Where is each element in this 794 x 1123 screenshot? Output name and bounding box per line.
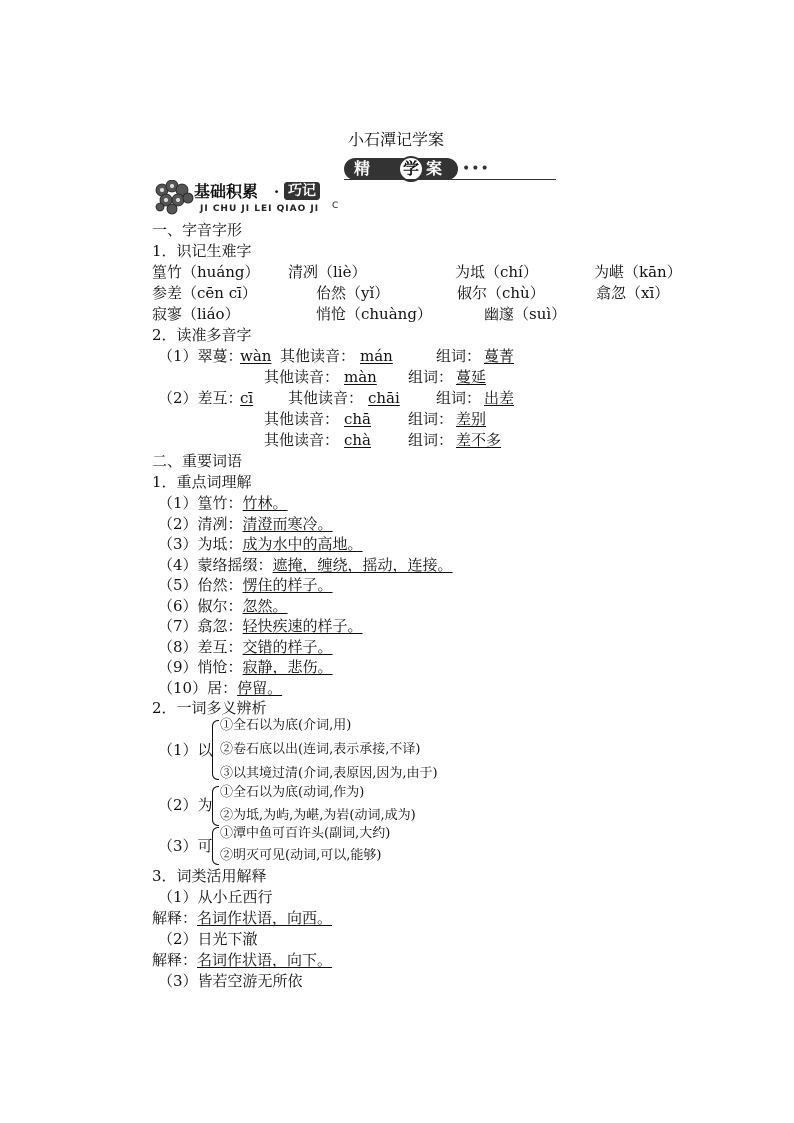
answer: 忽然。	[242, 597, 288, 615]
answer: chā	[344, 410, 372, 428]
other-label: 其他读音：	[288, 389, 364, 407]
poly-sense: ①全石以为底(介词,用)	[220, 718, 352, 733]
answer: 遮掩，缠绕，摇动，连接。	[272, 556, 453, 574]
other-label: 其他读音：	[264, 431, 340, 449]
char-item: 为嵁（kān）	[594, 263, 682, 281]
char-item: 参差（cēn cī）	[152, 284, 257, 302]
answer: 出差	[484, 389, 515, 407]
answer: 差别	[456, 410, 487, 428]
poly-label: （2）差互：	[158, 389, 243, 407]
answer: cī	[240, 389, 254, 407]
answer: chà	[344, 431, 372, 449]
answer: 清澄而寒冷。	[242, 515, 333, 533]
banner-title: 基础积累	[194, 182, 259, 201]
list-item: （8）差互：交错的样子。	[158, 638, 333, 656]
char-item: 俶尔（chù）	[457, 284, 545, 302]
brand-dots: •••	[462, 161, 490, 177]
poly-sense: ①潭中鱼可百许头(副词,大约)	[220, 826, 391, 841]
subheading: 2．读准多音字	[152, 326, 252, 344]
poly-word: （3）可	[158, 837, 213, 855]
usage-question: （2）日光下澈	[158, 930, 258, 948]
banner-sep: ·	[274, 183, 280, 201]
group-label: 组词：	[436, 389, 482, 407]
other-label: 其他读音：	[280, 347, 356, 365]
answer: 名词作状语，向下。	[197, 951, 333, 969]
answer: 成为水中的高地。	[242, 535, 363, 553]
char-item: 寂寥（liáo）	[152, 305, 240, 323]
list-item: （9）悄怆：寂静，悲伤。	[158, 658, 333, 676]
answer: 寂静，悲伤。	[242, 658, 333, 676]
answer: mán	[360, 347, 393, 365]
usage-question: （3）皆若空游无所依	[158, 972, 303, 990]
subheading: 1．重点词理解	[152, 473, 252, 491]
other-label: 其他读音：	[264, 368, 340, 386]
usage-answer: 解释：名词作状语，向下。	[152, 951, 333, 969]
poly-sense: ②明灭可见(动词,可以,能够)	[220, 848, 382, 863]
list-item: （3）为坻：成为水中的高地。	[158, 535, 363, 553]
char-item: 为坻（chí）	[455, 263, 538, 281]
char-item: 幽邃（suì）	[484, 305, 567, 323]
list-item: （7）翕忽：轻快疾速的样子。	[158, 617, 363, 635]
list-item: （2）清冽：清澄而寒冷。	[158, 515, 333, 533]
brand-part1: 精品	[354, 159, 371, 200]
usage-question: （1）从小丘西行	[158, 888, 273, 906]
char-item: 佁然（yǐ）	[316, 284, 390, 302]
answer: 差不多	[456, 431, 502, 449]
poly-sense: ②为坻,为屿,为嵁,为岩(动词,成为)	[220, 808, 416, 823]
subheading: 1．识记生难字	[152, 242, 252, 260]
brace	[212, 786, 219, 826]
answer: 轻快疾速的样子。	[242, 617, 363, 635]
banner-pinyin: JI CHU JI LEI QIAO JI	[200, 204, 320, 214]
answer: 竹林。	[242, 494, 288, 512]
brace	[212, 827, 219, 865]
answer: 名词作状语，向西。	[197, 909, 333, 927]
poly-sense: ②卷石底以出(连词,表示承接,不译)	[220, 742, 421, 757]
answer: 交错的样子。	[242, 638, 333, 656]
list-item: （6）俶尔：忽然。	[158, 597, 288, 615]
brand-underline	[344, 179, 556, 180]
other-label: 其他读音：	[264, 410, 340, 428]
answer: 蔓延	[456, 368, 487, 386]
subheading: 2．一词多义辨析	[152, 699, 267, 717]
subheading: 3．词类活用解释	[152, 867, 267, 885]
answer: màn	[344, 368, 377, 386]
answer: wàn	[240, 347, 272, 365]
group-label: 组词：	[408, 410, 454, 428]
answer: 停留。	[237, 679, 283, 697]
list-item: （1）篁竹：竹林。	[158, 494, 288, 512]
section-heading: 二、重要词语	[152, 452, 243, 470]
poly-sense: ①全石以为底(动词,作为)	[220, 785, 365, 800]
answer: 蔓菁	[484, 347, 515, 365]
banner-box: 巧记	[284, 182, 320, 200]
flower-cluster-icon	[152, 180, 200, 216]
poly-word: （2）为	[158, 796, 213, 814]
section-heading: 一、字音字形	[152, 221, 243, 239]
group-label: 组词：	[408, 431, 454, 449]
brand-part2: 案	[426, 159, 443, 178]
brace	[212, 720, 219, 780]
section-banner	[152, 180, 342, 216]
page-title: 小石潭记学案	[348, 130, 445, 149]
group-label: 组词：	[408, 368, 454, 386]
group-label: 组词：	[436, 347, 482, 365]
brand-circle: 学	[398, 156, 424, 182]
char-item: 悄怆（chuàng）	[316, 305, 432, 323]
banner-tail: C	[332, 201, 339, 211]
poly-word: （1）以	[158, 741, 213, 759]
poly-sense: ③以其境过清(介词,表原因,因为,由于)	[220, 766, 438, 781]
list-item: （5）佁然：愣住的样子。	[158, 576, 333, 594]
answer: 愣住的样子。	[242, 576, 333, 594]
answer: chāi	[368, 389, 400, 407]
usage-answer: 解释：名词作状语，向西。	[152, 909, 333, 927]
char-item: 清冽（liè）	[288, 263, 367, 281]
list-item: （10）居：停留。	[158, 679, 283, 697]
char-item: 篁竹（huáng）	[152, 263, 260, 281]
poly-label: （1）翠蔓：	[158, 347, 243, 365]
char-item: 翕忽（xī）	[596, 284, 670, 302]
list-item: （4）蒙络摇缀：遮掩，缠绕，摇动，连接。	[158, 556, 453, 574]
